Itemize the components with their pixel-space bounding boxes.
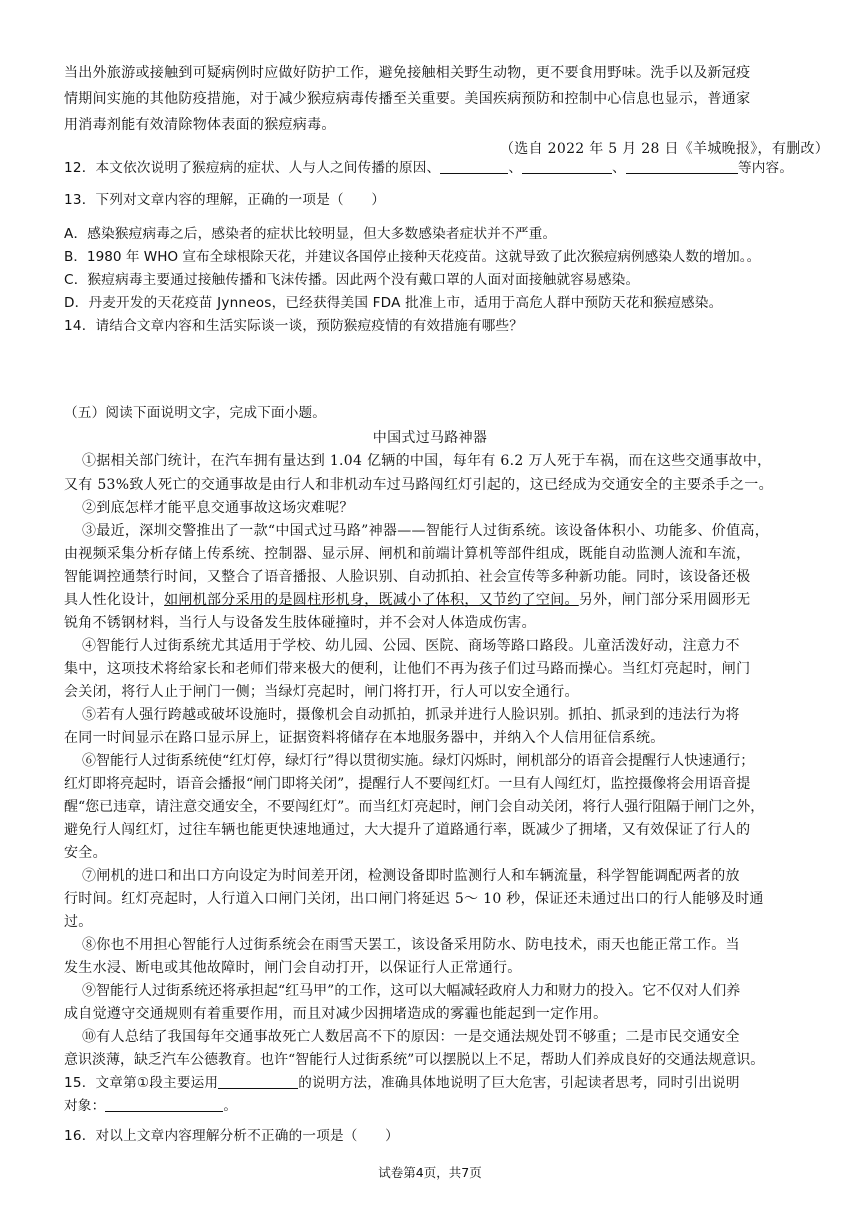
question-12-text: 12．本文依次说明了猴痘病的症状、人与人之间传播的原因、 [64, 160, 441, 176]
question-15-text: 对象： [64, 1098, 106, 1114]
paragraph-line: ②到底怎样才能平息交通事故这场灾难呢？ [82, 500, 354, 516]
source-note: （选自 2022 年 5 月 28 日《羊城晚报》，有删改） [500, 141, 830, 157]
paragraph-line: 由视频采集分析存储上传系统、控制器、显示屏、闸机和前端计算机等部件组成，既能自动监测人流和车流， [64, 546, 751, 562]
question-14: 14．请结合文章内容和生活实际谈一谈，预防猴痘疫情的有效措施有哪些？ [64, 318, 524, 334]
page-footer: 试卷第4页，共7页 [378, 1165, 482, 1180]
option-b: B．1980 年 WHO 宣布全球根除天花，并建议各国停止接种天花疫苗。这就导致了此次猴痘病例感染人数的增加。。 [64, 249, 761, 265]
paragraph-line: 行时间。红灯亮起时，人行道入口闸门关闭，出口闸门将延迟 5～ 10 秒，保证还未通过出口的行人能够及时通 [64, 891, 764, 907]
separator: 、 [508, 160, 523, 176]
paragraph-line: 安全。 [64, 845, 107, 861]
paragraph-line: 醒“您已违章，请注意交通安全，不要闯红灯”。而当红灯亮起时，闸门会自动关闭，将行人强行阻隔于闸门之外， [64, 799, 765, 815]
passage-line: 当出外旅游或接触到可疑病例时应做好防护工作，避免接触相关野生动物，更不要食用野味。洗手以及新冠疫 [64, 65, 751, 81]
text-segment: 另外，闸门部分采用圆形无 [578, 592, 751, 608]
paragraph-line: ⑨智能行人过街系统还将承担起“红马甲”的工作，这可以大幅减轻政府人力和财力的投入。它不仅对人们养 [82, 983, 741, 999]
option-d: D．丹麦开发的天花疫苗 Jynneos，已经获得美国 FDA 批准上市，适用于高危人群中预防天花和猴痘感染。 [64, 295, 723, 311]
article-title: 中国式过马路神器 [372, 430, 488, 446]
paragraph-line: 集中，这项技术将给家长和老师们带来极大的便利，让他们不再为孩子们过马路而操心。当红灯亮起时，闸门 [64, 661, 751, 677]
section-intro: （五）阅读下面说明文字，完成下面小题。 [64, 405, 327, 421]
paragraph-line: 意识淡薄，缺乏汽车公德教育。也许“智能行人过街系统”可以摆脱以上不足，帮助人们养成良好的交通法规意识。 [64, 1052, 765, 1068]
passage-line: 用消毒剂能有效清除物体表面的猴痘病毒。 [64, 117, 336, 133]
question-15-cont [64, 1096, 237, 1116]
paragraph-line [64, 590, 750, 610]
paragraph-line: ①据相关部门统计，在汽车拥有量达到 1.04 亿辆的中国，每年有 6.2 万人死于车祸，而在这些交通事故中， [82, 453, 772, 469]
paragraph-line: 会关闭，将行人止于闸门一侧；当绿灯亮起时，闸门将打开，行人可以安全通行。 [64, 684, 579, 700]
paragraph-line: ④智能行人过街系统尤其适用于学校、幼儿园、公园、医院、商场等路口路段。儿童活泼好动，注意力不 [82, 638, 740, 654]
paragraph-line: ⑩有人总结了我国每年交通事故死亡人数居高不下的原因：一是交通法规处罚不够重；二是市民交通安全 [82, 1029, 740, 1045]
question-15-text: 的说明方法，准确具体地说明了巨大危害，引起读者思考，同时引出说明 [298, 1075, 740, 1091]
paragraph-line: ③最近，深圳交警推出了一款“中国式过马路”神器——智能行人过街系统。该设备体积小、功能多、价值高， [82, 523, 770, 539]
question-15-text: 。 [223, 1098, 238, 1114]
paragraph-line: ⑥智能行人过街系统使“红灯停，绿灯行”得以贯彻实施。绿灯闪烁时，闸机部分的语音会提醒行人快速通行； [82, 753, 755, 769]
answer-blank[interactable] [218, 1074, 298, 1089]
text-segment: 具人性化设计， [64, 592, 165, 608]
paragraph-line: ⑦闸机的进口和出口方向设定为时间差开闭，检测设备即时监测行人和车辆流量，科学智能调配两者的放 [82, 868, 740, 884]
option-a: A．感染猴痘病毒之后，感染者的症状比较明显，但大多数感染者症状并不严重。 [64, 226, 557, 242]
paragraph-line: 成自觉遵守交通规则有着重要作用，而且对减少因拥堵造成的雾霾也能起到一定作用。 [64, 1006, 608, 1022]
passage-line: 情期间实施的其他防疫措施，对于减少猴痘病毒传播至关重要。美国疾病预防和控制中心信息也显示，普通家 [64, 91, 751, 107]
question-12-tail: 等内容。 [737, 160, 794, 176]
underlined-sentence: 如闸机部分采用的是圆柱形机身，既减小了体积，又节约了空间。 [164, 592, 579, 608]
paragraph-line: 发生水浸、断电或其他故障时，闸门会自动打开，以保证行人正常通行。 [64, 960, 522, 976]
question-15-text: 15．文章第①段主要运用 [64, 1075, 219, 1091]
answer-blank[interactable] [626, 159, 738, 174]
paragraph-line: ⑧你也不用担心智能行人过街系统会在雨雪天罢工，该设备采用防水、防电技术，雨天也能正常工作。当 [82, 937, 740, 953]
option-c: C．猴痘病毒主要通过接触传播和飞沫传播。因此两个没有戴口罩的人面对面接触就容易感染。 [64, 272, 640, 288]
paragraph-line: 又有 53%致人死亡的交通事故是由行人和非机动车过马路闯红灯引起的，这已经成为交通安全的主要杀手之一。 [64, 477, 773, 493]
paragraph-line: 红灯即将亮起时，语音会播报“闸门即将关闭”，提醒行人不要闯红灯。一旦有人闯红灯，监控摄像将会用语音提 [64, 776, 751, 792]
question-15 [64, 1073, 740, 1093]
paragraph-line: 在同一时间显示在路口显示屏上，证据资料将储存在本地服务器中，并纳入个人信用征信系统。 [64, 730, 665, 746]
paragraph-line: 智能调控通禁行时间，又整合了语音播报、人脸识别、自动抓拍、社会宣传等多种新功能。同时，该设备还极 [64, 569, 751, 585]
question-13-stem: 13．下列对文章内容的理解，正确的一项是（ ） [64, 192, 386, 208]
answer-blank[interactable] [105, 1097, 223, 1112]
answer-blank[interactable] [522, 159, 612, 174]
separator: 、 [612, 160, 626, 176]
paragraph-line: 锐角不锈钢材料，当行人与设备发生肢体碰撞时，并不会对人体造成伤害。 [64, 615, 536, 631]
answer-blank[interactable] [440, 159, 508, 174]
paragraph-line: ⑤若有人强行跨越或破坏设施时，摄像机会自动抓拍，抓录并进行人脸识别。抓拍、抓录到的违法行为将 [82, 707, 740, 723]
paragraph-line: 避免行人闯红灯，过往车辆也能更快速地通过，大大提升了道路通行率，既减少了拥堵，又有效保证了行人的 [64, 822, 751, 838]
question-16: 16．对以上文章内容理解分析不正确的一项是（ ） [64, 1128, 399, 1144]
question-12 [64, 158, 793, 178]
paragraph-line: 过。 [64, 914, 93, 930]
